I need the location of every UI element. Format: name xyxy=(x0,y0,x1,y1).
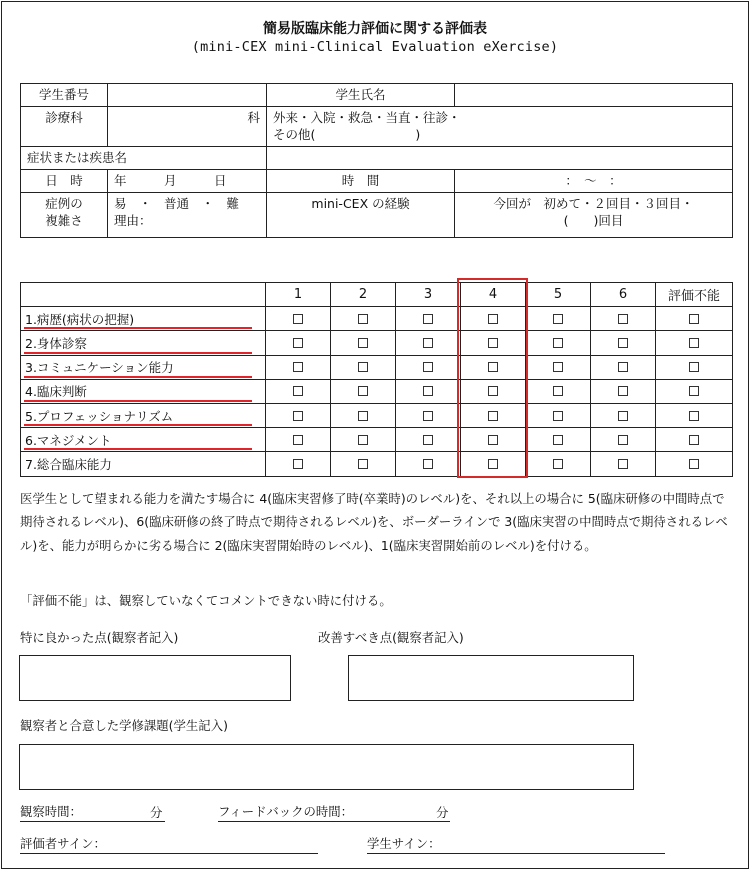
score-cell xyxy=(591,307,656,331)
setting-options[interactable] xyxy=(267,107,733,147)
score-checkbox[interactable] xyxy=(618,314,628,324)
score-checkbox[interactable] xyxy=(553,459,563,469)
feedback-time-field[interactable] xyxy=(218,803,450,822)
score-cell xyxy=(266,428,331,452)
score-header-4: 4 xyxy=(461,283,526,307)
score-cell xyxy=(656,428,733,452)
student-name-label: 学生氏名 xyxy=(267,84,455,107)
scoring-instructions: 医学生として望まれる能力を満たす場合に 4(臨床実習修了時(卒業時)のレベル)を、それ以上の場合に 5(臨床研修の中間時点で期待されるレベル)、6(臨床研修の終了時点で期待されるレベル)を、ボーダーラインで 3(臨床実習の中間時点で期待されるレベル)を、能力が明らかに劣る場合に 2(臨床実習開始時のレベル)、1(臨床実習開始前のレベル)を付ける。 xyxy=(20,491,728,553)
score-checkbox[interactable] xyxy=(423,411,433,421)
score-cell xyxy=(526,428,591,452)
evaluator-sign-label: 評価者サイン： xyxy=(20,836,106,851)
feedback-time-label: フィードバックの時間： xyxy=(218,804,354,819)
score-checkbox[interactable] xyxy=(358,411,368,421)
complexity-label xyxy=(21,193,108,238)
score-header-5: 5 xyxy=(526,283,591,307)
eval-row xyxy=(21,331,733,355)
score-cell xyxy=(266,379,331,403)
score-checkbox[interactable] xyxy=(553,435,563,445)
student-id-label: 学生番号 xyxy=(21,84,108,107)
score-cell xyxy=(266,355,331,379)
score-cell xyxy=(396,379,461,403)
eval-item-text: 1.病歴(病状の把握) xyxy=(25,311,135,327)
time-label: 時 間 xyxy=(267,170,455,193)
good-points-box[interactable] xyxy=(19,655,291,701)
score-checkbox[interactable] xyxy=(293,362,303,372)
department-label: 診療科 xyxy=(21,107,108,147)
score-checkbox[interactable] xyxy=(689,435,699,445)
score-cell xyxy=(331,379,396,403)
score-cell xyxy=(331,452,396,476)
eval-item-underline xyxy=(24,327,252,329)
symptom-field[interactable] xyxy=(267,147,733,170)
score-cell xyxy=(266,307,331,331)
score-cell xyxy=(331,355,396,379)
score-header-6: 6 xyxy=(591,283,656,307)
unable-note: 「評価不能」は、観察していなくてコメントできない時に付ける。 xyxy=(20,593,392,608)
agreed-task-label: 観察者と合意した学修課題(学生記入) xyxy=(20,718,228,733)
setting-line-2: その他( ) xyxy=(273,127,421,142)
student-sign-label: 学生サイン： xyxy=(367,836,441,851)
score-checkbox[interactable] xyxy=(553,411,563,421)
score-checkbox[interactable] xyxy=(618,338,628,348)
score-checkbox[interactable] xyxy=(689,386,699,396)
score-cell xyxy=(656,379,733,403)
score-cell xyxy=(526,403,591,427)
score-checkbox[interactable] xyxy=(553,338,563,348)
score-cell xyxy=(266,331,331,355)
improve-points-box[interactable] xyxy=(348,655,634,701)
score-cell xyxy=(266,403,331,427)
experience-label: mini-CEX の経験 xyxy=(267,193,455,238)
eval-row xyxy=(21,307,733,331)
score-checkbox[interactable] xyxy=(358,314,368,324)
eval-header-blank xyxy=(21,283,266,307)
form-subtitle: (mini-CEX mini-Clinical Evaluation eXercise) xyxy=(191,39,559,55)
eval-item-text: 3.コミュニケーション能力 xyxy=(25,360,174,376)
score-checkbox[interactable] xyxy=(689,314,699,324)
student-info-table xyxy=(20,83,733,238)
score-checkbox[interactable] xyxy=(689,362,699,372)
complexity-choice[interactable]: 易 ・ 普通 ・ 難 xyxy=(114,196,240,211)
score-checkbox[interactable] xyxy=(423,338,433,348)
score-header-unable: 評価不能 xyxy=(656,283,733,307)
score-checkbox[interactable] xyxy=(358,362,368,372)
score-cell xyxy=(526,355,591,379)
score-checkbox[interactable] xyxy=(423,459,433,469)
eval-item-text: 4.臨床判断 xyxy=(25,384,87,400)
observation-time-unit: 分 xyxy=(150,805,163,820)
feedback-time-unit: 分 xyxy=(436,805,449,820)
score-cell xyxy=(396,307,461,331)
reason-label: 理由： xyxy=(114,213,152,228)
score-checkbox[interactable] xyxy=(293,338,303,348)
score-checkbox[interactable] xyxy=(423,314,433,324)
experience-line-2: ( )回目 xyxy=(563,213,624,228)
score-checkbox[interactable] xyxy=(553,314,563,324)
eval-item-label xyxy=(21,428,266,452)
score-cell xyxy=(396,403,461,427)
score-checkbox[interactable] xyxy=(293,459,303,469)
score-checkbox[interactable] xyxy=(423,435,433,445)
eval-row xyxy=(21,452,733,476)
score-cell xyxy=(266,452,331,476)
time-field[interactable]: ： ～ ： xyxy=(455,170,733,193)
date-field[interactable]: 年 月 日 xyxy=(108,170,267,193)
column-4-highlight xyxy=(457,278,528,478)
score-checkbox[interactable] xyxy=(618,386,628,396)
score-checkbox[interactable] xyxy=(293,386,303,396)
eval-item-text: 2.身体診察 xyxy=(25,335,87,351)
score-header-3: 3 xyxy=(396,283,461,307)
eval-item-label xyxy=(21,355,266,379)
score-cell xyxy=(656,403,733,427)
score-cell xyxy=(396,331,461,355)
score-checkbox[interactable] xyxy=(423,386,433,396)
improve-points-label: 改善すべき点(観察者記入) xyxy=(318,630,464,645)
eval-item-label xyxy=(21,452,266,476)
eval-item-text: 5.プロフェッショナリズム xyxy=(25,408,174,424)
setting-line-1: 外来・入院・救急・当直・往診・ xyxy=(273,110,461,125)
eval-row xyxy=(21,428,733,452)
score-cell xyxy=(656,355,733,379)
score-checkbox[interactable] xyxy=(293,411,303,421)
eval-header-row xyxy=(21,283,733,307)
symptom-label: 症状または疾患名 xyxy=(21,147,267,170)
eval-row xyxy=(21,355,733,379)
score-cell xyxy=(526,452,591,476)
eval-item-label xyxy=(21,379,266,403)
eval-item-label xyxy=(21,403,266,427)
score-header-1: 1 xyxy=(266,283,331,307)
department-field[interactable] xyxy=(108,107,267,147)
complexity-options[interactable] xyxy=(108,193,267,238)
score-checkbox[interactable] xyxy=(358,338,368,348)
observation-time-field[interactable] xyxy=(20,803,165,822)
score-cell xyxy=(331,307,396,331)
score-cell xyxy=(656,331,733,355)
score-checkbox[interactable] xyxy=(618,459,628,469)
score-checkbox[interactable] xyxy=(358,435,368,445)
date-label: 日 時 xyxy=(21,170,108,193)
complexity-label-line-1: 症例の xyxy=(45,196,83,211)
agreed-task-box[interactable] xyxy=(19,744,634,790)
score-cell xyxy=(591,452,656,476)
score-cell xyxy=(526,331,591,355)
complexity-label-line-2: 複雑さ xyxy=(45,213,83,228)
eval-item-underline xyxy=(24,400,252,402)
score-checkbox[interactable] xyxy=(423,362,433,372)
eval-item-underline xyxy=(24,424,252,426)
evaluation-table xyxy=(20,282,733,477)
score-checkbox[interactable] xyxy=(293,435,303,445)
student-sign-field[interactable] xyxy=(367,835,665,854)
eval-item-text: 6.マネジメント xyxy=(25,432,112,448)
department-suffix: 科 xyxy=(247,110,260,125)
student-name-field[interactable] xyxy=(455,84,733,107)
form-title: 簡易版臨床能力評価に関する評価表 xyxy=(263,21,487,37)
score-cell xyxy=(656,452,733,476)
observation-time-label: 観察時間： xyxy=(20,804,82,819)
score-cell xyxy=(331,403,396,427)
eval-item-label xyxy=(21,331,266,355)
eval-row xyxy=(21,379,733,403)
experience-options[interactable] xyxy=(455,193,733,238)
eval-item-underline xyxy=(24,352,252,354)
experience-line-1: 今回が 初めて・２回目・３回目・ xyxy=(493,196,694,211)
score-cell xyxy=(396,355,461,379)
score-checkbox[interactable] xyxy=(358,386,368,396)
score-checkbox[interactable] xyxy=(689,338,699,348)
score-cell xyxy=(591,379,656,403)
score-checkbox[interactable] xyxy=(689,459,699,469)
score-checkbox[interactable] xyxy=(618,435,628,445)
score-cell xyxy=(591,331,656,355)
score-checkbox[interactable] xyxy=(358,459,368,469)
score-cell xyxy=(526,307,591,331)
eval-item-label xyxy=(21,307,266,331)
score-cell xyxy=(396,428,461,452)
good-points-label: 特に良かった点(観察者記入) xyxy=(20,630,179,645)
score-checkbox[interactable] xyxy=(689,411,699,421)
eval-item-underline xyxy=(24,376,252,378)
score-checkbox[interactable] xyxy=(553,386,563,396)
score-cell xyxy=(591,428,656,452)
score-cell xyxy=(331,331,396,355)
score-checkbox[interactable] xyxy=(618,411,628,421)
student-id-field[interactable] xyxy=(108,84,267,107)
eval-item-text: 7.総合臨床能力 xyxy=(25,456,112,472)
eval-item-underline xyxy=(24,448,252,450)
score-cell xyxy=(396,452,461,476)
evaluator-sign-field[interactable] xyxy=(20,835,318,854)
score-checkbox[interactable] xyxy=(553,362,563,372)
score-cell xyxy=(656,307,733,331)
score-checkbox[interactable] xyxy=(618,362,628,372)
score-header-2: 2 xyxy=(331,283,396,307)
eval-row xyxy=(21,403,733,427)
score-checkbox[interactable] xyxy=(293,314,303,324)
score-cell xyxy=(331,428,396,452)
score-cell xyxy=(591,403,656,427)
score-cell xyxy=(591,355,656,379)
score-cell xyxy=(526,379,591,403)
